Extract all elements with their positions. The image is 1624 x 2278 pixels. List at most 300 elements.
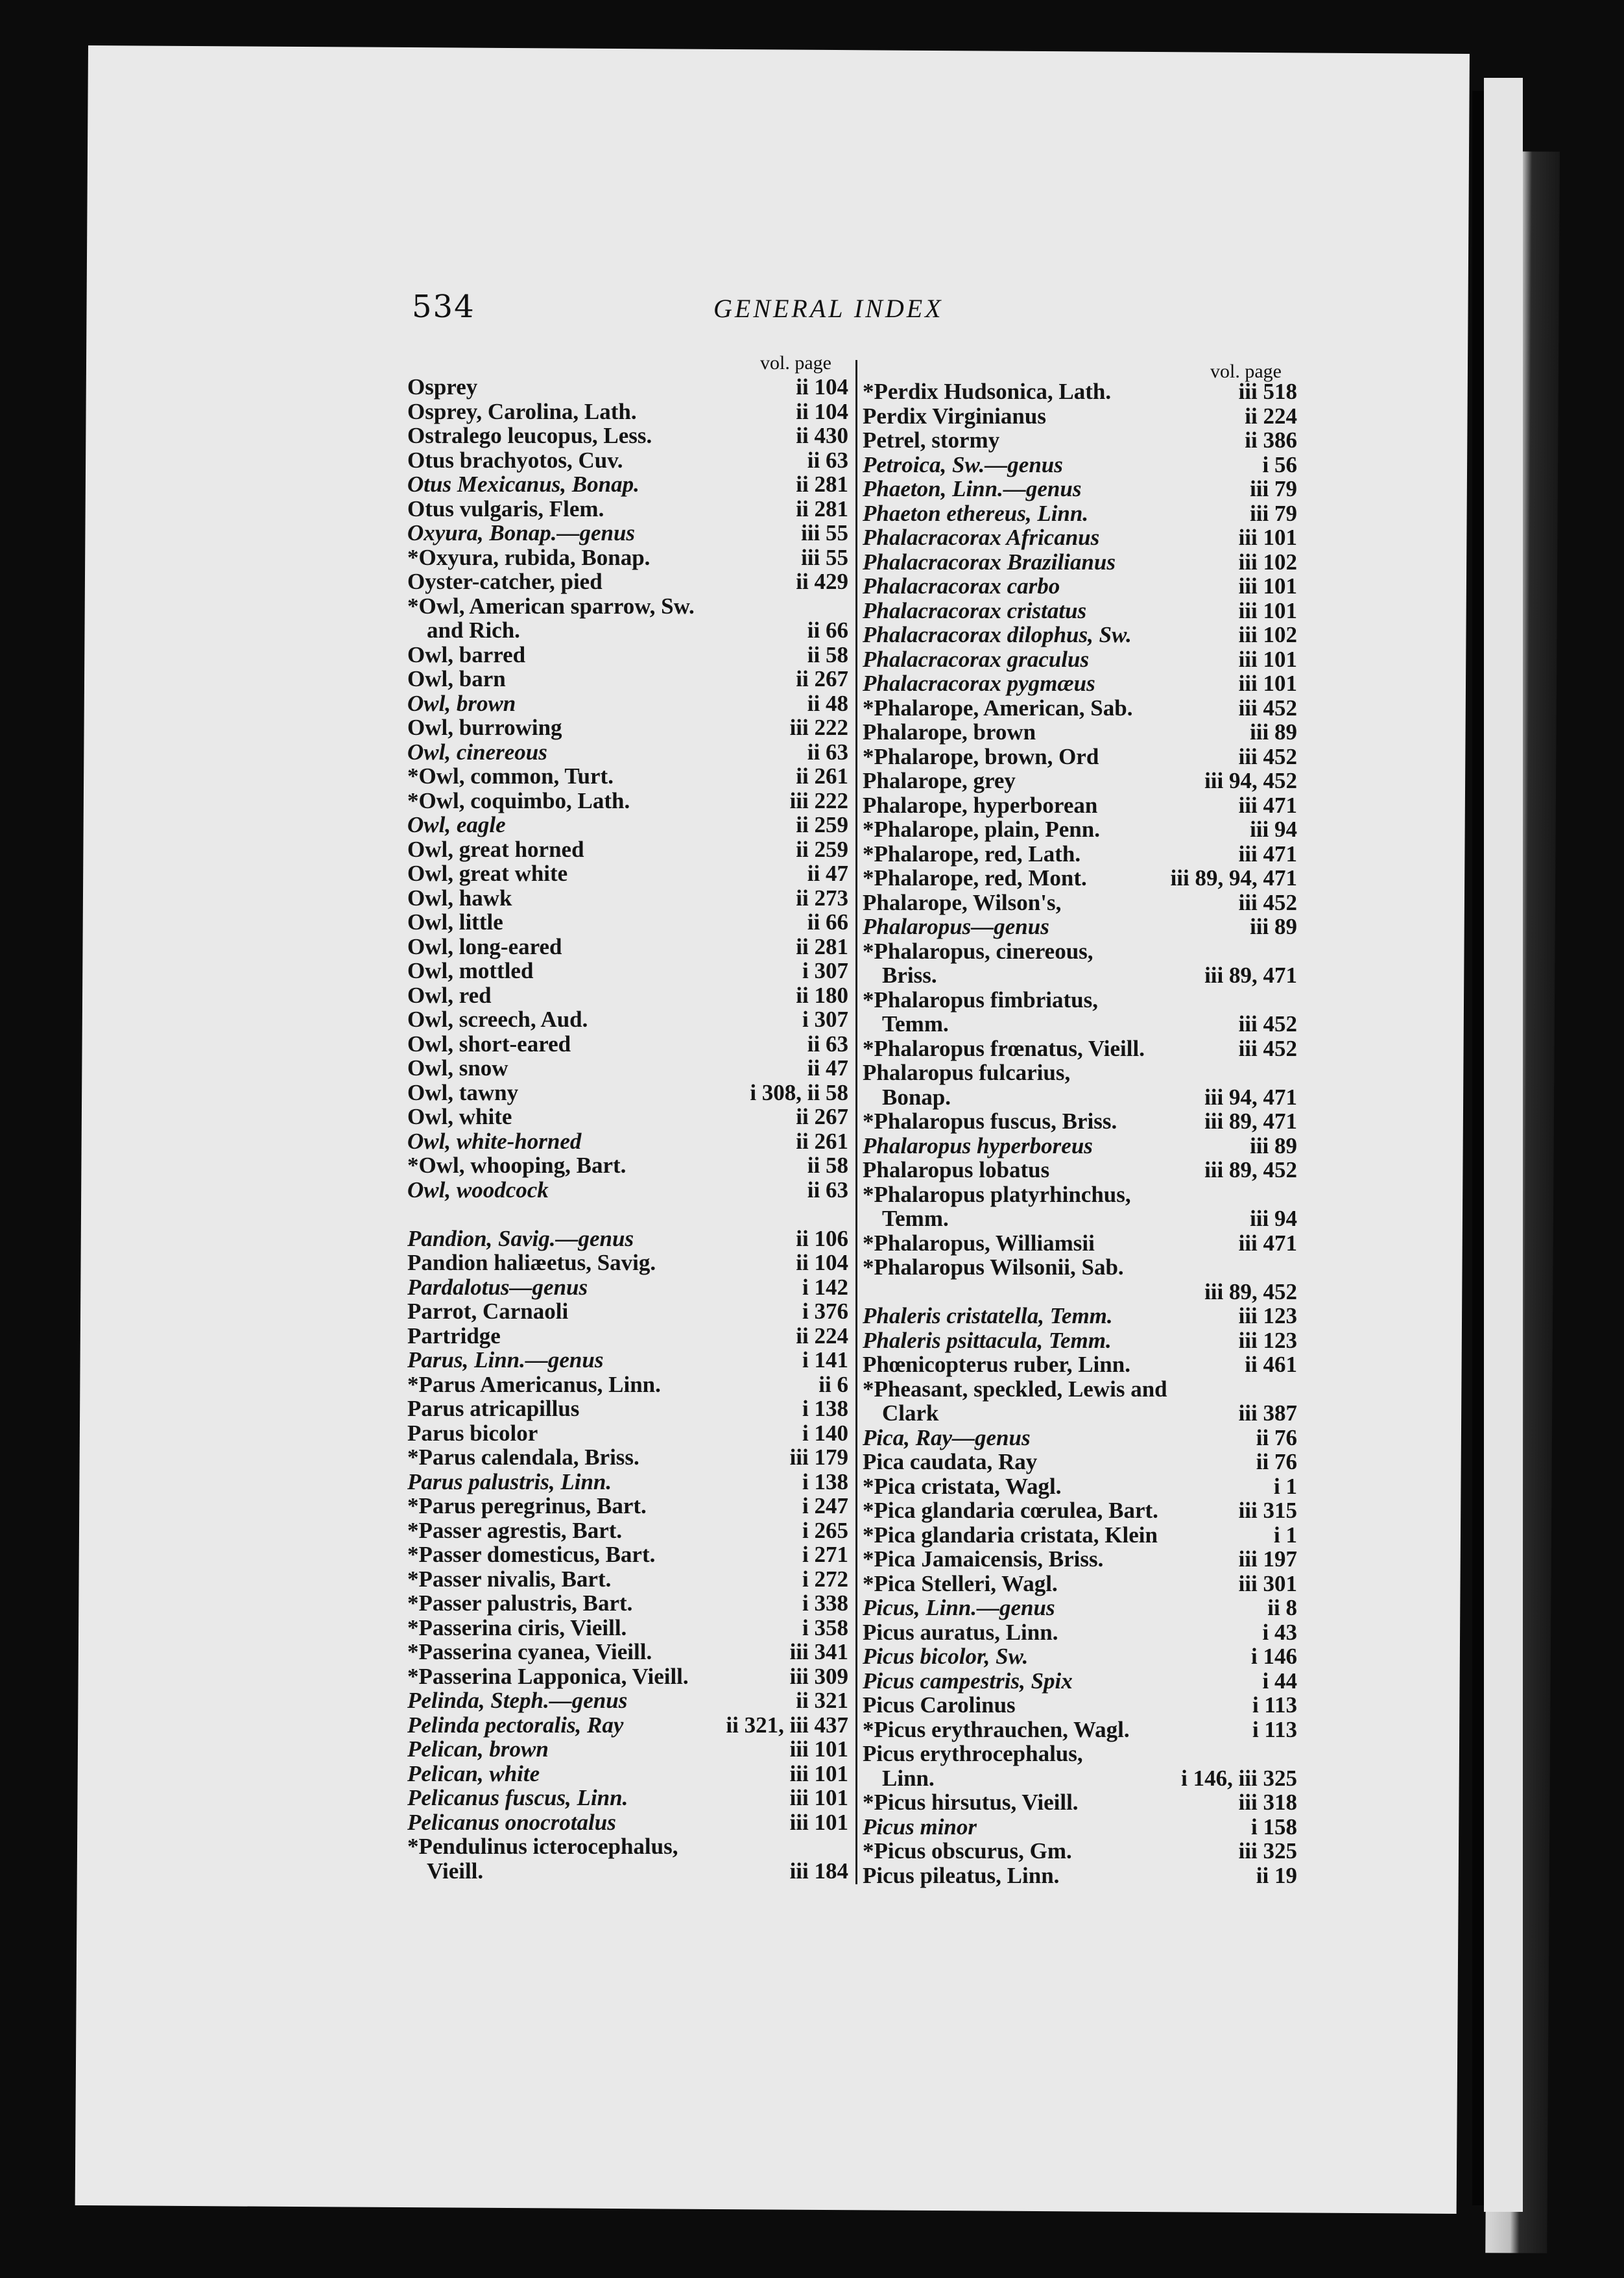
index-entry [863, 1864, 1297, 1888]
entry-term: Phalarope, grey [863, 768, 1016, 793]
entry-reference: i 1 [1274, 1522, 1297, 1548]
index-entry [407, 764, 848, 789]
entry-reference: i 141 [802, 1347, 848, 1373]
entry-term: Phalacracorax carbo [863, 573, 1060, 599]
entry-term: *Phalaropus fimbriatus, [863, 987, 1099, 1013]
entry-term: Phalaropus fulcarius, [863, 1060, 1071, 1085]
entry-reference: ii 461 [1245, 1352, 1297, 1377]
entry-term: Phalarope, hyperborean [863, 792, 1098, 818]
entry-term: *Pendulinus icterocephalus, [407, 1834, 678, 1859]
entry-term: *Passer nivalis, Bart. [407, 1566, 612, 1592]
entry-reference: ii 224 [796, 1323, 848, 1349]
entry-term: *Picus erythrauchen, Wagl. [863, 1716, 1130, 1742]
entry-reference: ii 106 [796, 1225, 848, 1251]
entry-term: Osprey [407, 374, 478, 400]
index-entry [407, 1178, 848, 1203]
entry-term: Otus vulgaris, Flem. [407, 496, 604, 522]
entry-term: *Phalarope, plain, Penn. [863, 817, 1100, 842]
entry-term: Picus campestris, Spix [863, 1668, 1073, 1694]
entry-term: Owl, snow [407, 1055, 508, 1081]
entry-reference: iii 123 [1238, 1327, 1297, 1353]
index-entry [863, 1766, 1297, 1791]
index-entry [407, 983, 848, 1008]
index-entry [407, 1251, 848, 1275]
entry-reference: i 308, ii 58 [750, 1079, 848, 1105]
entry-reference: i 376 [802, 1299, 848, 1324]
index-entry [407, 837, 848, 862]
entry-reference: ii 259 [796, 812, 848, 837]
index-entry [863, 1474, 1297, 1499]
index-entry [863, 720, 1297, 745]
index-entry [407, 813, 848, 837]
index-entry [407, 1494, 848, 1518]
index-entry [407, 570, 848, 594]
section-gap [407, 1202, 848, 1227]
index-entry [407, 1542, 848, 1567]
entry-term: Phalacracorax graculus [863, 646, 1090, 672]
entry-term: *Phalaropus fuscus, Briss. [863, 1109, 1117, 1134]
index-entry [863, 1328, 1297, 1353]
index-entry [407, 1470, 848, 1494]
entry-reference: ii 281 [796, 496, 848, 522]
index-entry [863, 1620, 1297, 1645]
index-entry [407, 1007, 848, 1032]
index-entry [407, 1688, 848, 1713]
entry-term: *Parus calendala, Briss. [407, 1445, 639, 1470]
index-entry [407, 1227, 848, 1251]
entry-term: Phalacracorax dilophus, Sw. [863, 622, 1132, 647]
entry-term: *Passerina ciris, Vieill. [407, 1614, 627, 1640]
index-entry [863, 404, 1297, 429]
entry-term: *Parus Americanus, Linn. [407, 1371, 661, 1397]
entry-term: Parus bicolor [407, 1420, 538, 1446]
entry-term: *Passer palustris, Bart. [407, 1590, 633, 1616]
entry-reference: iii 518 [1238, 379, 1297, 404]
entry-term: Partridge [407, 1323, 501, 1349]
entry-term: Ostralego leucopus, Less. [407, 423, 652, 448]
entry-term: *Passerina cyanea, Vieill. [407, 1639, 652, 1664]
entry-term: Perdix Virginianus [863, 403, 1046, 429]
index-entry [863, 1158, 1297, 1182]
index-entry [407, 1299, 848, 1324]
entry-term: *Oxyura, rubida, Bonap. [407, 544, 651, 570]
entry-reference: iii 101 [789, 1809, 848, 1835]
index-entry [863, 1206, 1297, 1231]
entry-reference: ii 47 [807, 1055, 848, 1081]
entry-term: Phalarope, brown [863, 719, 1036, 745]
entry-term: Owl, eagle [407, 812, 506, 837]
entry-reference: ii 321, iii 437 [726, 1712, 848, 1738]
entry-term: Owl, barred [407, 641, 526, 667]
index-entry [407, 1591, 848, 1616]
index-entry [863, 501, 1297, 526]
entry-term: *Phalaropus Wilsonii, Sab. [863, 1254, 1124, 1280]
entry-term: Petrel, stormy [863, 427, 1000, 453]
entry-term: Parus atricapillus [407, 1396, 580, 1421]
index-entry [407, 789, 848, 813]
entry-reference: i 271 [802, 1542, 848, 1567]
entry-reference: iii 325 [1238, 1838, 1297, 1864]
index-entry [863, 1572, 1297, 1596]
entry-reference: i 158 [1251, 1814, 1297, 1840]
entry-term: Owl, cinereous [407, 739, 547, 765]
entry-reference: iii 222 [789, 715, 848, 740]
entry-term: Parus, Linn.—genus [407, 1347, 604, 1373]
entry-reference: iii 315 [1238, 1498, 1297, 1523]
index-entry [863, 671, 1297, 696]
index-entry [407, 1275, 848, 1300]
page-number: 534 [412, 289, 475, 325]
index-entry [863, 623, 1297, 647]
index-entry [407, 1129, 848, 1154]
entry-reference: i 113 [1252, 1716, 1297, 1742]
entry-reference: ii 267 [796, 666, 848, 691]
entry-reference: ii 386 [1245, 427, 1297, 453]
entry-reference: iii 471 [1238, 792, 1297, 818]
index-entry [863, 1231, 1297, 1256]
entry-reference: i 338 [802, 1590, 848, 1616]
entry-reference: ii 281 [796, 933, 848, 959]
running-head: GENERAL INDEX [713, 294, 944, 323]
entry-reference: ii 63 [807, 447, 848, 473]
entry-reference: ii 224 [1245, 403, 1297, 429]
entry-reference: ii 76 [1256, 1424, 1297, 1450]
entry-term: Pelinda, Steph.—genus [407, 1688, 628, 1713]
entry-term: Picus pileatus, Linn. [863, 1862, 1060, 1888]
index-entry [863, 1377, 1297, 1402]
index-entry [863, 1109, 1297, 1134]
index-entry [863, 453, 1297, 477]
entry-term: Petroica, Sw.—genus [863, 451, 1063, 477]
index-entry [863, 1037, 1297, 1061]
entry-reference: ii 76 [1256, 1449, 1297, 1474]
index-entry [407, 1518, 848, 1543]
index-entry [407, 643, 848, 667]
entry-term: Phaleris cristatella, Temm. [863, 1303, 1113, 1328]
index-entry [407, 1664, 848, 1689]
entry-reference: iii 101 [1238, 573, 1297, 599]
entry-term: Owl, mottled [407, 958, 534, 983]
entry-term: Bonap. [882, 1084, 951, 1110]
entry-reference: i 146 [1251, 1644, 1297, 1669]
left-index-column [407, 375, 848, 1883]
entry-term: Picus auratus, Linn. [863, 1619, 1058, 1645]
entry-reference: ii 259 [796, 836, 848, 862]
entry-term: *Pica glandaria cœrulea, Bart. [863, 1498, 1158, 1523]
entry-reference: iii 89 [1250, 914, 1297, 939]
left-column-header: vol. page [760, 352, 831, 374]
entry-term: Owl, tawny [407, 1079, 519, 1105]
index-entry [863, 1718, 1297, 1742]
entry-reference: i 56 [1262, 451, 1297, 477]
entry-term: Parrot, Carnaoli [407, 1299, 569, 1324]
entry-term: Phalacracorax Brazilianus [863, 549, 1116, 575]
index-entry [407, 546, 848, 570]
entry-term: Owl, white [407, 1104, 512, 1129]
entry-term: Phaeton, Linn.—genus [863, 476, 1082, 501]
entry-reference: i 265 [802, 1517, 848, 1543]
entry-reference: iii 101 [789, 1736, 848, 1762]
index-entry [863, 1280, 1297, 1304]
index-entry [407, 1640, 848, 1664]
entry-term: *Perdix Hudsonica, Lath. [863, 379, 1112, 404]
entry-term: Pandion, Savig.—genus [407, 1225, 634, 1251]
index-entry [407, 472, 848, 497]
entry-term: Vieill. [427, 1858, 484, 1884]
entry-reference: iii 101 [1238, 671, 1297, 696]
entry-term: Phalarope, Wilson's, [863, 889, 1062, 915]
entry-term: *Phalaropus frœnatus, Vieill. [863, 1035, 1145, 1061]
entry-term: *Phalarope, American, Sab. [863, 695, 1133, 721]
entry-term: *Phalarope, red, Mont. [863, 865, 1087, 891]
entry-term: Owl, woodcock [407, 1177, 549, 1203]
entry-term: Phalaropus—genus [863, 914, 1049, 939]
entry-reference: iii 318 [1238, 1790, 1297, 1815]
index-entry [407, 1056, 848, 1081]
entry-term: Owl, red [407, 982, 492, 1008]
entry-term: Pelicanus fuscus, Linn. [407, 1785, 628, 1810]
entry-reference: i 138 [802, 1469, 848, 1494]
entry-reference: ii 58 [807, 641, 848, 667]
entry-reference: ii 267 [796, 1104, 848, 1129]
entry-reference: iii 184 [789, 1858, 848, 1884]
column-divider [855, 360, 857, 1884]
index-entry [863, 842, 1297, 867]
index-entry [407, 448, 848, 473]
entry-reference: ii 273 [796, 885, 848, 911]
index-entry [863, 550, 1297, 575]
index-entry [407, 1445, 848, 1470]
entry-term: Linn. [882, 1765, 935, 1791]
entry-term: *Pica Jamaicensis, Briss. [863, 1546, 1104, 1572]
right-column-header: vol. page [1210, 361, 1282, 382]
index-entry [407, 1737, 848, 1762]
index-entry [407, 1153, 848, 1178]
index-entry [407, 1762, 848, 1786]
entry-term: Oxyura, Bonap.—genus [407, 520, 636, 546]
index-entry [407, 691, 848, 716]
entry-term: Temm. [882, 1206, 949, 1231]
entry-term: Briss. [882, 963, 937, 988]
index-entry [407, 886, 848, 911]
entry-term: Owl, great horned [407, 836, 584, 862]
entry-term: Picus, Linn.—genus [863, 1595, 1055, 1620]
index-entry [863, 745, 1297, 769]
entry-term: Owl, white-horned [407, 1128, 582, 1154]
index-entry [863, 793, 1297, 818]
index-entry [407, 1567, 848, 1592]
entry-term: *Pica cristata, Wagl. [863, 1473, 1062, 1499]
entry-term: *Passer domesticus, Bart. [407, 1542, 656, 1567]
entry-term: Owl, long-eared [407, 933, 562, 959]
index-entry [407, 861, 848, 886]
entry-reference: ii 104 [796, 1250, 848, 1275]
index-entry [407, 1105, 848, 1129]
entry-term: *Phalarope, brown, Ord [863, 743, 1099, 769]
entry-reference: i 138 [802, 1396, 848, 1421]
entry-term: Picus bicolor, Sw. [863, 1644, 1029, 1669]
index-entry [863, 1790, 1297, 1815]
binding-gutter [1472, 91, 1484, 2205]
entry-term: *Phalaropus, cinereous, [863, 938, 1093, 964]
entry-term: Picus erythrocephalus, [863, 1741, 1083, 1766]
entry-reference: iii 309 [789, 1663, 848, 1689]
entry-reference: iii 471 [1238, 841, 1297, 867]
entry-term: Otus brachyotos, Cuv. [407, 447, 623, 473]
entry-reference: iii 387 [1238, 1400, 1297, 1426]
entry-reference: iii 79 [1250, 500, 1297, 526]
index-entry [863, 1426, 1297, 1450]
entry-term: Phœnicopterus ruber, Linn. [863, 1352, 1130, 1377]
entry-term: Owl, little [407, 909, 503, 935]
index-entry [863, 1352, 1297, 1377]
entry-reference: iii 94 [1250, 817, 1297, 842]
index-entry [863, 1644, 1297, 1669]
index-entry [863, 574, 1297, 599]
index-entry [863, 1182, 1297, 1207]
entry-reference: ii 8 [1267, 1595, 1297, 1620]
entry-reference: ii 281 [796, 472, 848, 497]
entry-reference: iii 89, 471 [1204, 963, 1297, 988]
entry-term: Pelinda pectoralis, Ray [407, 1712, 624, 1738]
entry-term: Phalaropus hyperboreus [863, 1133, 1093, 1158]
index-entry [863, 477, 1297, 501]
entry-term: Owl, burrowing [407, 715, 562, 740]
entry-term: Temm. [882, 1011, 949, 1037]
entry-term: Phaleris psittacula, Temm. [863, 1327, 1112, 1353]
entry-reference: iii 55 [801, 520, 848, 546]
index-entry [407, 375, 848, 400]
entry-term: Pica, Ray—genus [863, 1424, 1031, 1450]
entry-term: Picus Carolinus [863, 1692, 1016, 1718]
index-entry [407, 1810, 848, 1835]
index-entry [407, 521, 848, 546]
entry-reference: iii 179 [789, 1445, 848, 1470]
entry-reference: iii 102 [1238, 622, 1297, 647]
entry-term: Clark [882, 1400, 939, 1426]
index-entry [407, 594, 848, 619]
entry-term: Phalacracorax Africanus [863, 525, 1100, 550]
index-entry [863, 1523, 1297, 1548]
index-entry [863, 1742, 1297, 1766]
index-entry [863, 817, 1297, 842]
index-entry [407, 1616, 848, 1640]
index-entry [407, 1081, 848, 1105]
index-entry [407, 910, 848, 935]
index-entry [863, 1596, 1297, 1620]
entry-term: Pelican, white [407, 1760, 540, 1786]
entry-reference: i 272 [802, 1566, 848, 1592]
entry-reference: iii 341 [789, 1639, 848, 1664]
entry-reference: i 43 [1262, 1619, 1297, 1645]
index-entry [407, 740, 848, 765]
index-entry [863, 1450, 1297, 1474]
index-entry [863, 525, 1297, 550]
entry-reference: iii 197 [1238, 1546, 1297, 1572]
index-entry [407, 618, 848, 643]
index-entry [407, 1786, 848, 1810]
entry-reference: i 146, iii 325 [1181, 1765, 1297, 1791]
entry-reference: i 140 [802, 1420, 848, 1446]
entry-term: *Pheasant, speckled, Lewis and [863, 1376, 1167, 1402]
entry-term: Owl, great white [407, 861, 568, 886]
entry-term: Owl, short-eared [407, 1031, 571, 1057]
index-entry [863, 1547, 1297, 1572]
entry-reference: i 358 [802, 1614, 848, 1640]
entry-term: *Owl, American sparrow, Sw. [407, 593, 695, 619]
entry-reference: iii 101 [789, 1785, 848, 1810]
index-entry [863, 599, 1297, 623]
next-page-edge [1484, 78, 1523, 2212]
index-entry [407, 935, 848, 959]
index-entry [863, 1815, 1297, 1840]
entry-reference: ii 58 [807, 1153, 848, 1178]
index-entry [863, 1304, 1297, 1328]
index-entry [863, 1134, 1297, 1158]
entry-term: *Passerina Lapponica, Vieill. [407, 1663, 689, 1689]
index-entry [863, 891, 1297, 915]
entry-term: Pelican, brown [407, 1736, 549, 1762]
index-entry [407, 667, 848, 691]
index-entry [407, 497, 848, 522]
index-entry [863, 915, 1297, 939]
entry-reference: ii 47 [807, 861, 848, 886]
entry-reference: i 307 [802, 1007, 848, 1032]
entry-reference: ii 321 [796, 1688, 848, 1713]
index-entry [863, 1012, 1297, 1037]
entry-reference: iii 101 [1238, 525, 1297, 550]
entry-term: *Phalaropus, Williamsii [863, 1230, 1095, 1256]
entry-reference: iii 101 [789, 1760, 848, 1786]
entry-term: Pardalotus—genus [407, 1274, 588, 1300]
entry-reference: iii 102 [1238, 549, 1297, 575]
entry-reference: iii 89 [1250, 719, 1297, 745]
entry-term: *Picus hirsutus, Vieill. [863, 1790, 1079, 1815]
index-entry [863, 963, 1297, 988]
entry-reference: iii 55 [801, 544, 848, 570]
entry-term: *Owl, coquimbo, Lath. [407, 787, 630, 813]
entry-reference: ii 6 [818, 1371, 848, 1397]
index-entry [407, 1373, 848, 1397]
entry-reference: iii 94 [1250, 1206, 1297, 1231]
entry-reference: ii 261 [796, 1128, 848, 1154]
entry-reference: ii 63 [807, 739, 848, 765]
index-entry [863, 1498, 1297, 1523]
index-entry [863, 1401, 1297, 1426]
index-entry [863, 939, 1297, 964]
index-entry [863, 1669, 1297, 1694]
entry-reference: iii 89, 94, 471 [1170, 865, 1297, 891]
index-entry [407, 1834, 848, 1859]
index-entry [407, 424, 848, 448]
index-entry [407, 1713, 848, 1738]
index-entry [407, 1397, 848, 1421]
entry-term: Phalacracorax cristatus [863, 597, 1087, 623]
entry-term: and Rich. [427, 617, 520, 643]
index-entry [407, 959, 848, 983]
entry-reference: iii 94, 471 [1204, 1084, 1297, 1110]
entry-reference: iii 94, 452 [1204, 768, 1297, 793]
entry-term: Phalacracorax pygmæus [863, 671, 1095, 696]
index-entry [863, 988, 1297, 1013]
entry-reference: ii 19 [1256, 1862, 1297, 1888]
entry-reference: iii 79 [1250, 476, 1297, 501]
entry-term: Owl, hawk [407, 885, 512, 911]
index-entry [407, 715, 848, 740]
entry-term: *Owl, whooping, Bart. [407, 1153, 627, 1178]
entry-reference: ii 261 [796, 763, 848, 789]
index-entry [863, 696, 1297, 721]
